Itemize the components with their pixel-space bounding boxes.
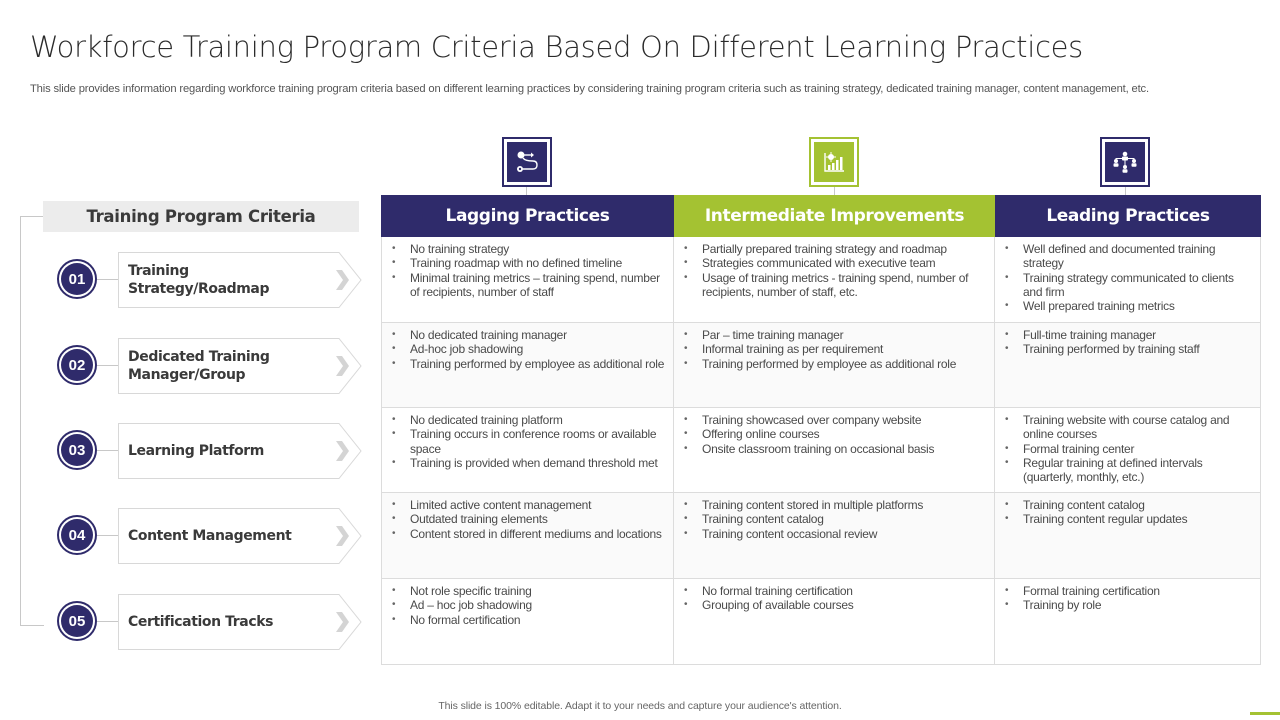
bullet-item: • Training content stored in multiple platforms (684, 498, 986, 512)
column-header-lagging: Lagging Practices (381, 195, 674, 237)
bullet-item: • Well defined and documented training strategy (1005, 242, 1252, 271)
bullet-item: • Training content catalog (1005, 498, 1252, 512)
bullet-list (684, 242, 986, 299)
bullet-item: • Training strategy communicated to clients and firm (1005, 271, 1252, 300)
org-hierarchy-icon (1105, 142, 1145, 182)
bullet-list (684, 584, 986, 613)
table-cell-lagging-1 (381, 237, 674, 323)
bullet-item: • Training content regular updates (1005, 512, 1252, 526)
bullet-list (392, 584, 665, 627)
bullet-item: • Strategies communicated with executive team (684, 256, 986, 270)
bullet-item: • Offering online courses (684, 427, 986, 441)
bullet-item: • Limited active content management (392, 498, 665, 512)
table-cell-leading-3 (995, 408, 1261, 493)
bullet-list (392, 242, 665, 299)
criteria-number-badge: 04 (57, 515, 97, 555)
column-header-intermediate: Intermediate Improvements (674, 195, 995, 237)
bullet-item: • Training content catalog (684, 512, 986, 526)
bullet-list (1005, 413, 1252, 484)
column-header-leading: Leading Practices (995, 195, 1261, 237)
bullet-item: • Ad-hoc job shadowing (392, 342, 665, 356)
criteria-box (118, 252, 362, 308)
bullet-item: • Usage of training metrics - training spend, number of recipients, number of staff, etc. (684, 271, 986, 300)
bullet-item: • Minimal training metrics – training spend, number of recipients, number of staff (392, 271, 665, 300)
footer-note: This slide is 100% editable. Adapt it to your needs and capture your audience's attention. (438, 700, 842, 712)
bullet-item: • No formal certification (392, 613, 665, 627)
bullet-item: • Training showcased over company website (684, 413, 986, 427)
connector-line (97, 535, 118, 536)
bullet-item: • Full-time training manager (1005, 328, 1252, 342)
bullet-list (684, 498, 986, 541)
criteria-item (57, 252, 362, 308)
criteria-number-badge: 01 (57, 259, 97, 299)
table-cell-intermediate-1 (674, 237, 995, 323)
criteria-item (57, 508, 362, 564)
criteria-label: Training Strategy/Roadmap (128, 263, 270, 297)
connector-line (97, 621, 118, 622)
bullet-item: • Training is provided when demand threshold met (392, 456, 665, 470)
bullet-item: • Par – time training manager (684, 328, 986, 342)
bullet-item: • No dedicated training platform (392, 413, 665, 427)
bullet-list (392, 413, 665, 470)
bullet-item: • Training website with course catalog and online courses (1005, 413, 1252, 442)
table-cell-intermediate-3 (674, 408, 995, 493)
bullet-list (1005, 498, 1252, 527)
bullet-item: • Partially prepared training strategy and roadmap (684, 242, 986, 256)
table-cell-lagging-3 (381, 408, 674, 493)
bullet-item: • Content stored in different mediums and locations (392, 527, 665, 541)
leading-icon-box (1100, 137, 1150, 187)
criteria-item (57, 338, 362, 394)
criteria-label: Certification Tracks (128, 614, 274, 630)
criteria-box (118, 594, 362, 650)
practices-table (381, 237, 1261, 665)
criteria-box (118, 338, 362, 394)
bullet-list (1005, 242, 1252, 313)
bullet-item: • No dedicated training manager (392, 328, 665, 342)
bullet-item: • Regular training at defined intervals (quarterly, monthly, etc.) (1005, 456, 1252, 485)
table-cell-leading-2 (995, 323, 1261, 408)
bullet-item: • Informal training as per requirement (684, 342, 986, 356)
bullet-item: • Training performed by employee as additional role (392, 357, 665, 371)
bullet-list (1005, 328, 1252, 357)
intermediate-icon-connector (834, 187, 835, 195)
lagging-icon-box (502, 137, 552, 187)
accent-bar (1250, 712, 1280, 715)
criteria-box (118, 508, 362, 564)
bullet-item: • Training content occasional review (684, 527, 986, 541)
bullet-item: • Training by role (1005, 598, 1252, 612)
bullet-item: • Formal training center (1005, 442, 1252, 456)
bullet-item: • Formal training certification (1005, 584, 1252, 598)
bullet-item: • Not role specific training (392, 584, 665, 598)
page-title: Workforce Training Program Criteria Based On Different Learning Practices (30, 30, 1083, 64)
bullet-item: • Outdated training elements (392, 512, 665, 526)
bullet-item: • Onsite classroom training on occasional basis (684, 442, 986, 456)
bullet-list (392, 328, 665, 371)
bullet-list (392, 498, 665, 541)
criteria-number-badge: 02 (57, 345, 97, 385)
bullet-item: • Well prepared training metrics (1005, 299, 1252, 313)
bullet-item: • Training performed by employee as additional role (684, 357, 986, 371)
table-cell-lagging-5 (381, 579, 674, 665)
criteria-bracket-line (20, 216, 44, 626)
lagging-icon-connector (526, 187, 527, 195)
table-cell-leading-5 (995, 579, 1261, 665)
table-cell-lagging-4 (381, 493, 674, 579)
growth-chart-icon (814, 142, 854, 182)
roadmap-gear-icon (507, 142, 547, 182)
bullet-list (684, 328, 986, 371)
criteria-number-badge: 05 (57, 601, 97, 641)
bullet-item: • Training roadmap with no defined timeline (392, 256, 665, 270)
bullet-item: • Training occurs in conference rooms or available space (392, 427, 665, 456)
criteria-label: Content Management (128, 528, 292, 544)
criteria-header: Training Program Criteria (43, 201, 359, 232)
criteria-label: Learning Platform (128, 443, 264, 459)
criteria-item (57, 594, 362, 650)
table-cell-lagging-2 (381, 323, 674, 408)
leading-icon-connector (1125, 187, 1126, 195)
connector-line (97, 450, 118, 451)
table-cell-intermediate-2 (674, 323, 995, 408)
bullet-item: • Training performed by training staff (1005, 342, 1252, 356)
criteria-label: Dedicated Training Manager/Group (128, 349, 270, 383)
criteria-item (57, 423, 362, 479)
table-cell-leading-1 (995, 237, 1261, 323)
bullet-item: • Grouping of available courses (684, 598, 986, 612)
page-subtitle: This slide provides information regarding workforce training program criteria based on different learning practices by considering training program criteria such as training strategy, dedicated training manager, content management, etc. (30, 83, 1149, 95)
table-cell-intermediate-4 (674, 493, 995, 579)
intermediate-icon-box (809, 137, 859, 187)
bullet-item: • No training strategy (392, 242, 665, 256)
bullet-item: • No formal training certification (684, 584, 986, 598)
criteria-number-badge: 03 (57, 430, 97, 470)
bullet-list (684, 413, 986, 456)
criteria-box (118, 423, 362, 479)
bullet-item: • Ad – hoc job shadowing (392, 598, 665, 612)
table-cell-intermediate-5 (674, 579, 995, 665)
connector-line (97, 365, 118, 366)
bullet-list (1005, 584, 1252, 613)
table-cell-leading-4 (995, 493, 1261, 579)
connector-line (97, 279, 118, 280)
